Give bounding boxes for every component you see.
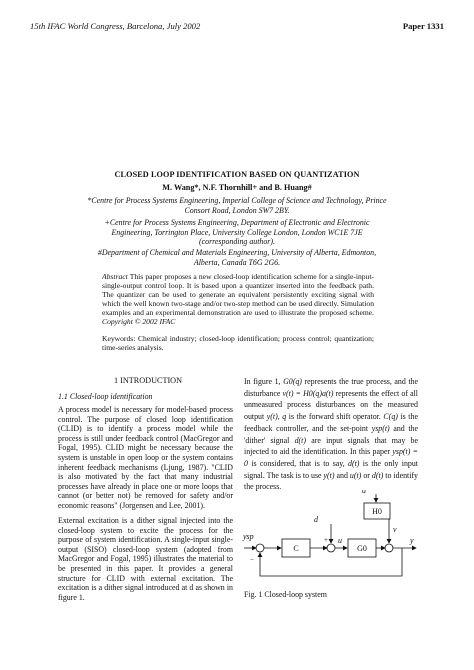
- rc-math: y(t): [266, 412, 278, 422]
- abstract-label: Abstract: [102, 272, 128, 281]
- keywords: Keywords: Chemical industry; closed-loop identification; process control; quantization; time-series analysis.: [102, 334, 374, 353]
- rc-text: is considered, that is to say,: [251, 458, 345, 468]
- copyright-notice: Copyright © 2002 IFAC: [102, 317, 176, 327]
- input-label: u: [338, 536, 342, 545]
- rc-text: is the only input signal. The task is to use: [244, 458, 418, 480]
- running-header-conference: 15th IFAC World Congress, Barcelona, July 2002: [30, 21, 201, 31]
- affiliation-1-text: *Centre for Process Systems Engineering, Imperial College of Science and Technology, Prince Consort Road, London SW7 2BY.: [87, 196, 387, 215]
- disturbance-signal-label: v: [393, 525, 397, 534]
- section-heading: 1 INTRODUCTION: [114, 376, 182, 385]
- rc-text: In figure 1,: [244, 377, 281, 386]
- rc-math: C(q): [383, 412, 398, 422]
- closed-loop-block-diagram: [240, 490, 420, 590]
- author-line: M. Wang*, N.F. Thornhill+ and B. Huang#: [162, 183, 312, 192]
- affiliation-2-text: +Centre for Process Systems Engineering, Department of Electronic and Electronic Engineering, Torrington Place, University College London, London WC1E 7JE (corresponding author).: [104, 218, 370, 247]
- plus-sign: +: [324, 536, 328, 544]
- rc-text: and the 'dither' signal: [244, 423, 418, 445]
- summing-junction-2: [327, 544, 335, 552]
- minus-sign: −: [250, 556, 254, 564]
- setpoint-label: ysp: [243, 532, 254, 541]
- figure-caption: Fig. 1 Closed-loop system: [244, 590, 327, 599]
- rc-text: and: [336, 470, 348, 480]
- disturbance-model-label: H0: [372, 507, 382, 516]
- affiliation-3: [0, 248, 474, 267]
- rc-text: is the forward shift operator.: [288, 412, 381, 422]
- affiliation-1: [0, 196, 474, 215]
- rc-math: G0(q): [283, 377, 302, 386]
- intro-paragraph-1: A process model is necessary for model-based process control. The purpose of closed loop identification (CLID) is to identify a process model while the process is still under feedback control (MacGregor and Fogal, 1995). CLID might be necessary because the system is unstable in open loop or the system contains inherent feedback mechanisms (Ljung, 1987). "CLID is also motivated by the fact that many industrial processes have already in place one or more loops that cannot (or better not) be removed for safety and/or economic reasons" (Jorgensen and Lee, 2001).: [58, 405, 233, 510]
- rc-math: ysp(t): [371, 423, 390, 433]
- intro-paragraph-2: External excitation is a dither signal injected into the closed-loop system to excite the process for the purpose of system identification. A single-input single-output (SISO) closed-loop system (adopted from MacGregor and Fogal, 1995) illustrates the material to be presented in this paper. It provides a general structure for CLID with external excitation. The excitation is a dither signal introduced at d as shown in figure 1.: [58, 516, 233, 602]
- rc-math: u(t): [349, 470, 362, 480]
- subsection-heading: 1.1 Closed-loop identification: [58, 392, 153, 401]
- rc-text: are input signals that may be injected to aid the identification. In this paper: [244, 435, 418, 457]
- rc-text: is the feedback controller, and the set-point: [244, 412, 418, 433]
- rc-math: d(t): [371, 470, 384, 480]
- summing-junction-3: [385, 544, 393, 552]
- rc-text: represents the true process, and the disturbance: [244, 377, 419, 398]
- rc-text: ,: [277, 412, 280, 422]
- rc-text: represents the effect of all unmeasured process disturbances on the measured output: [244, 388, 418, 422]
- rc-text: or: [363, 470, 370, 480]
- controller-label: C: [293, 544, 299, 553]
- summing-junction-1: [256, 544, 264, 552]
- rc-math: d(t): [348, 458, 360, 468]
- rc-math: ysp(t) = 0: [244, 447, 418, 468]
- output-label: y: [410, 536, 414, 545]
- rc-math: d(t): [294, 435, 306, 445]
- right-column-paragraph: [244, 376, 418, 493]
- rc-math: v(t) = H0(q)a(t): [282, 388, 334, 398]
- rc-math: q: [282, 412, 287, 422]
- process-label: G0: [357, 544, 367, 553]
- rc-math: y(t): [323, 470, 335, 480]
- abstract-text: This paper proposes a new closed-loop identification scheme for a single-input-single-output control loop. It is based upon a quantizer inserted into the feedback path. The quantizer can be used to generate an equivalent persistently exciting signal with which the well known two-stage and/or two-step method can be used directly. Simulation examples and an experimental demonstration are used to illustrate the proposed scheme.: [102, 272, 374, 318]
- affiliation-3-text: #Department of Chemical and Materials Engineering, University of Alberta, Edmonton, Alberta, Canada T6G 2G6.: [97, 248, 377, 267]
- running-header-paper-number: Paper 1331: [402, 21, 444, 31]
- dither-label: d: [314, 515, 318, 524]
- noise-label: a: [362, 490, 366, 495]
- rc-text: to identify the process.: [244, 470, 418, 492]
- affiliation-2: [0, 218, 474, 247]
- paper-title: CLOSED LOOP IDENTIFICATION BASED ON QUANTIZATION: [114, 170, 360, 179]
- abstract: [102, 272, 374, 327]
